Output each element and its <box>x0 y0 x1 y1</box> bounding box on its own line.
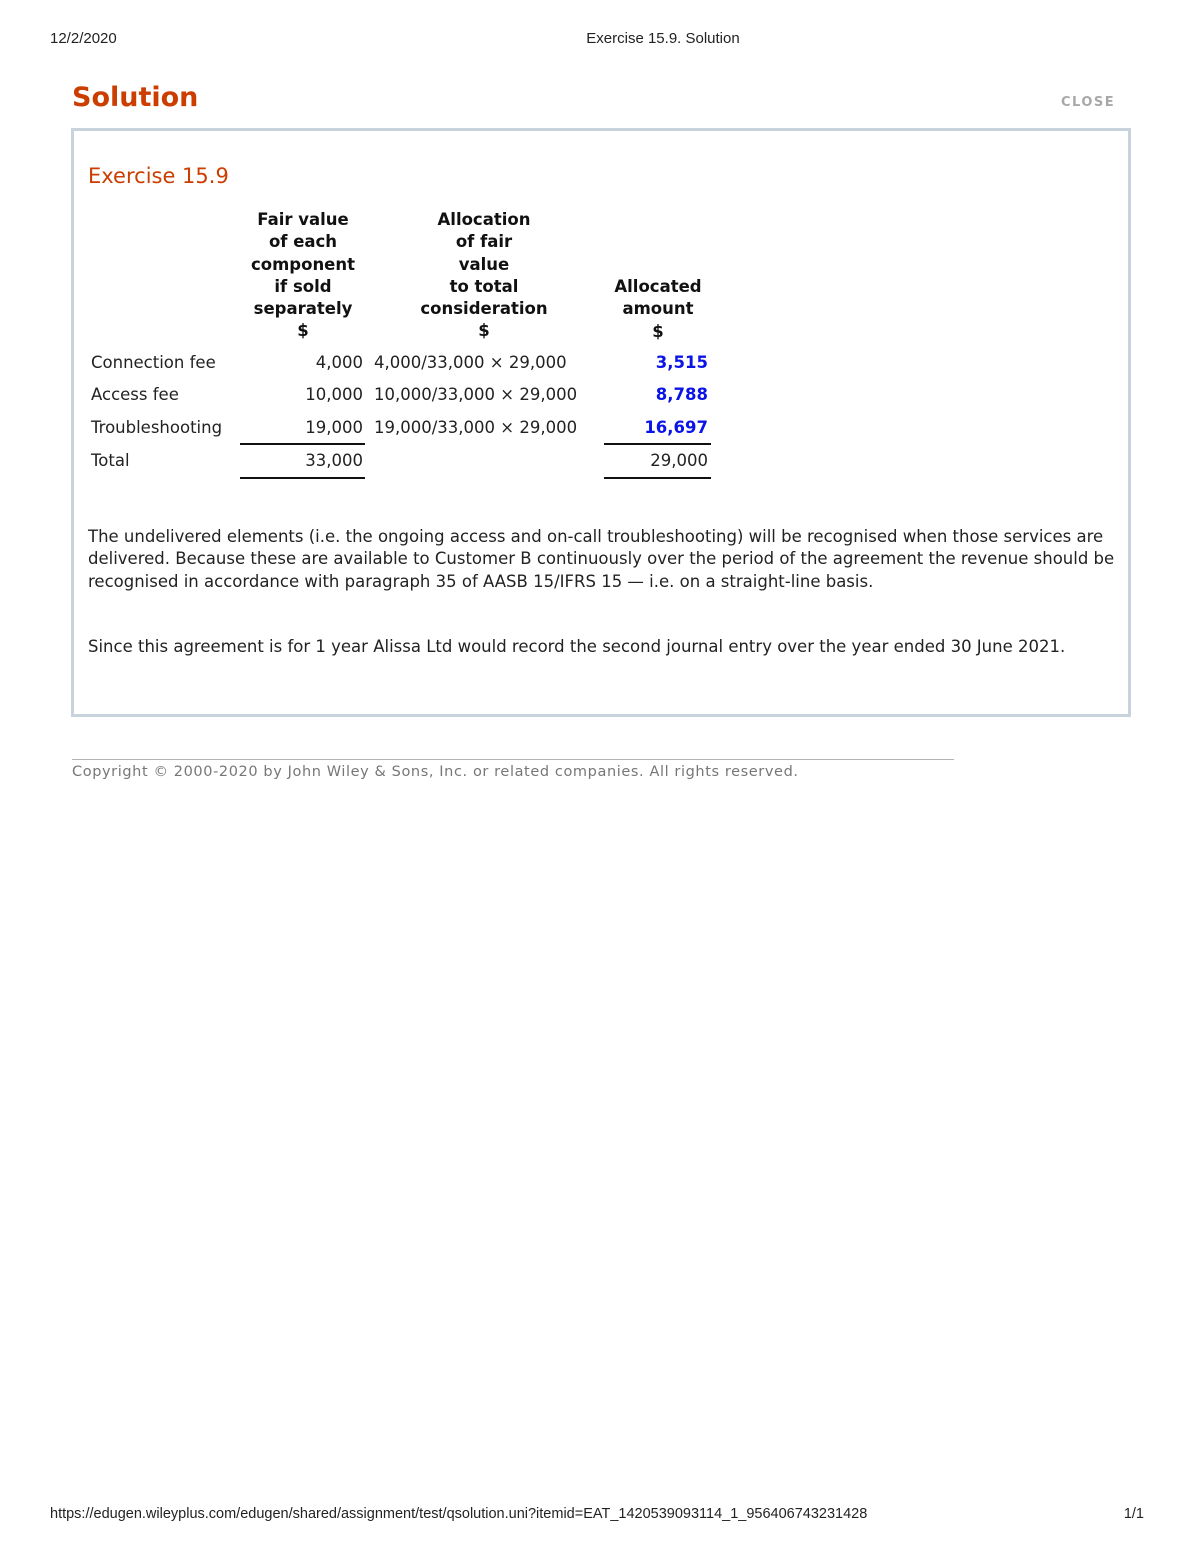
footer-divider <box>72 759 954 760</box>
subtotal-rule-fair-value <box>240 443 365 445</box>
row-allocated: 3,515 <box>655 353 708 372</box>
print-url: https://edugen.wileyplus.com/edugen/shared/assignment/test/qsolution.uni?itemid=EAT_1420539093114_1_956406743231428 <box>50 1506 868 1522</box>
header-fair-value: Fair value of each component if sold separately $ <box>250 210 356 341</box>
row-formula: 19,000/33,000 × 29,000 <box>374 418 578 437</box>
header-allocated-amount: Allocated amount $ <box>614 277 702 341</box>
print-date: 12/2/2020 <box>50 30 117 47</box>
print-page-number: 1/1 <box>1123 1506 1144 1522</box>
row-fair-value: 4,000 <box>315 353 363 372</box>
solution-box <box>71 128 1131 717</box>
subtotal-rule-allocated <box>604 443 711 445</box>
row-label: Access fee <box>91 385 179 404</box>
row-formula: 4,000/33,000 × 29,000 <box>374 353 567 372</box>
total-rule-fair-value <box>240 477 365 479</box>
header-allocation: Allocation of fair value to total consideration $ <box>420 210 548 341</box>
row-allocated: 16,697 <box>644 418 708 437</box>
row-label: Troubleshooting <box>91 418 223 437</box>
row-formula: 10,000/33,000 × 29,000 <box>374 385 578 404</box>
close-button[interactable]: CLOSE <box>1061 95 1116 110</box>
print-footer <box>0 1506 1200 1526</box>
print-document-title: Exercise 15.9. Solution <box>586 30 740 47</box>
total-label: Total <box>91 451 130 470</box>
row-fair-value: 10,000 <box>305 385 363 404</box>
explanation-paragraph: Since this agreement is for 1 year Alissa Ltd would record the second journal entry over the year ended 30 June 2021. <box>88 637 1066 656</box>
total-allocated: 29,000 <box>650 451 708 470</box>
exercise-title: Exercise 15.9 <box>88 164 229 188</box>
total-rule-allocated <box>604 477 711 479</box>
total-fair-value: 33,000 <box>305 451 363 470</box>
row-fair-value: 19,000 <box>305 418 363 437</box>
print-header <box>0 30 1200 50</box>
copyright-notice: Copyright © 2000-2020 by John Wiley & Sons, Inc. or related companies. All rights reserved. <box>72 764 799 780</box>
page-title: Solution <box>72 82 199 113</box>
explanation-paragraph: The undelivered elements (i.e. the ongoing access and on-call troubleshooting) will be recognised when those services are delivered. Because these are available to Customer B continuously over the period of the agreement the revenue should be recognised in accordance with paragraph 35 of AASB 15/IFRS 15 — i.e. on a straight-line basis. <box>88 527 1115 591</box>
row-allocated: 8,788 <box>655 385 708 404</box>
row-label: Connection fee <box>91 353 216 372</box>
